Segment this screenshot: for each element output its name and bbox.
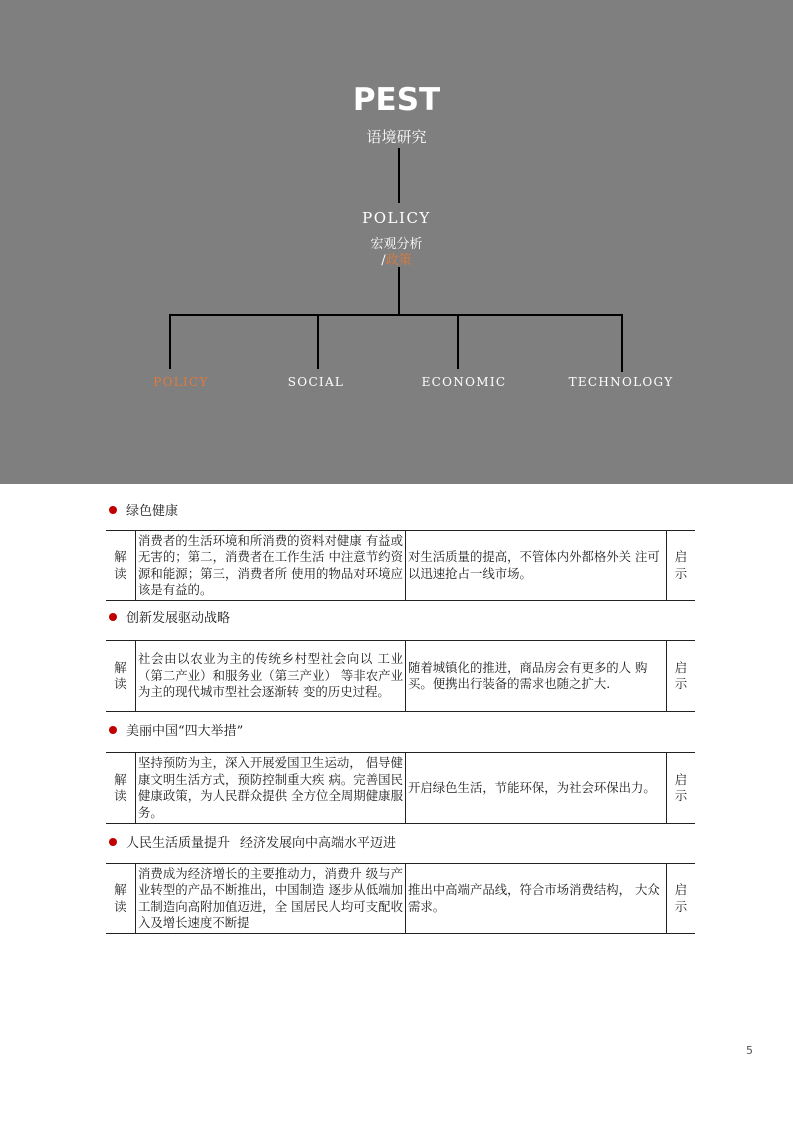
interpret-text: 消费者的生活环境和所消费的资料对健康 有益或无害的；第二，消费者在工作生活 中注意节约资源和能源；第三，消费者所 使用的物品对环境应该是有益的。 [136,531,406,601]
branch-label-policy: POLICY [153,375,209,389]
insight-tag: 启 示 [674,549,688,581]
insight-tag: 启 示 [674,659,688,691]
bullet-icon [109,613,117,621]
policy-sub2-accent: 政策 [385,253,412,268]
section-heading: 人民生活质量提升 经济发展向中高端水平迈进 [109,832,396,851]
page-number: 5 [746,1044,753,1057]
interpret-tag: 解 读 [106,531,136,601]
branch-label-social: SOCIAL [287,375,345,389]
insight-text: 随着城镇化的推进，商品房会有更多的人 购买。便携出行装备的需求也随之扩大. [406,641,667,712]
bullet-icon [109,838,117,846]
insight-text: 开启绿色生活，节能环保，为社会环保出力。 [406,753,667,824]
section-heading: 美丽中国“四大举措” [109,720,243,739]
insight-tag: 启 示 [674,882,688,914]
table-row [106,531,695,601]
policy-node-title: POLICY [362,209,431,227]
insight-text: 对生活质量的提高，不管体内外都格外关 注可以迅速抢占一线市场。 [406,531,667,601]
interpret-tag: 解 读 [106,864,136,934]
section-heading: 绿色健康 [109,500,178,519]
section-heading: 创新发展驱动战略 [109,607,230,626]
insight-text: 推出中高端产品线，符合市场消费结构， 大众需求。 [406,864,667,934]
policy-node-subtitle: 宏观分析 [370,237,423,252]
analysis-table [106,752,695,824]
table-row [106,864,695,934]
branch-label-economic: ECONOMIC [421,375,507,389]
insight-tag: 启 示 [674,771,688,803]
policy-node-subtitle-2 [0,249,793,268]
interpret-text: 社会由以农业为主的传统乡村型社会向以 工业（第二产业）和服务业（第三产业） 等非农产业为主的现代城市型社会逐渐转 变的历史过程。 [136,641,406,712]
analysis-table [106,863,695,934]
interpret-tag: 解 读 [106,753,136,824]
bullet-icon [109,726,117,734]
page-subtitle: 语境研究 [366,128,427,146]
analysis-table [106,640,695,712]
policy-sub2-prefix: / [381,253,386,268]
interpret-text: 坚持预防为主，深入开展爱国卫生运动， 倡导健康文明生活方式，预防控制重大疾 病。完善国民健康政策，为人民群众提供 全方位全周期健康服务。 [136,753,406,824]
table-row [106,753,695,824]
bullet-icon [109,506,117,514]
table-row [106,641,695,712]
page-title: PEST [352,82,441,118]
analysis-table [106,530,695,601]
interpret-text: 消费成为经济增长的主要推动力，消费升 级与产业转型的产品不断推出，中国制造 逐步从低端加工制造向高附加值迈进，全 国居民人均可支配收入及增长速度不断提 [136,864,406,934]
branch-label-technology: TECHNOLOGY [568,375,674,389]
interpret-tag: 解 读 [106,641,136,712]
